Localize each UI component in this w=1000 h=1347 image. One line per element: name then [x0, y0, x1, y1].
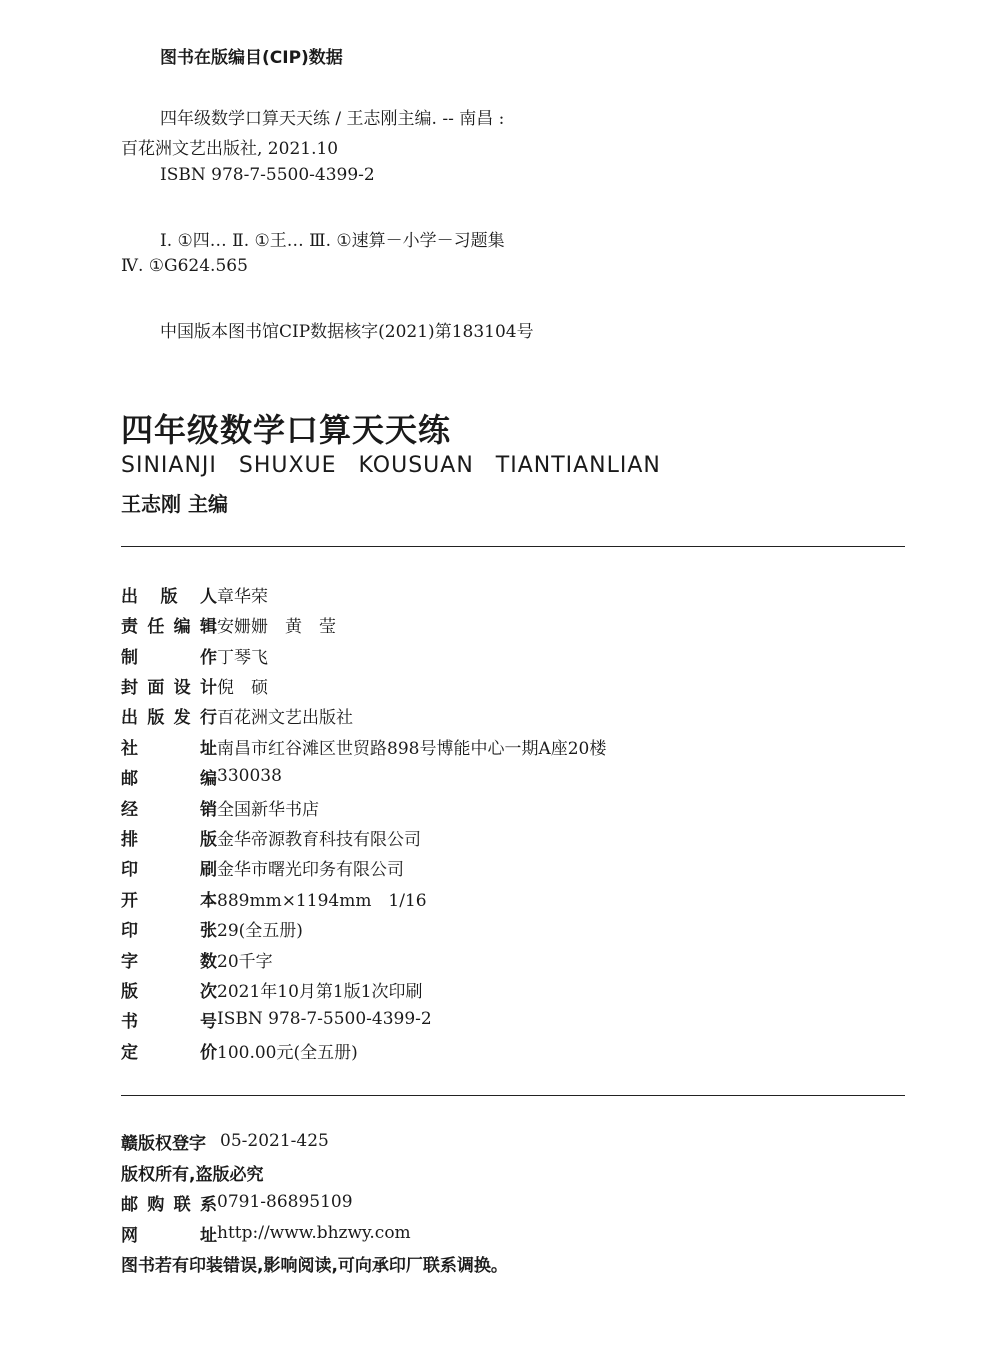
- detail-value: 章华荣: [217, 586, 268, 607]
- detail-label: 定价: [121, 1042, 217, 1063]
- detail-row-postcode: [121, 763, 282, 789]
- detail-label: 印张: [121, 920, 217, 941]
- exchange-notice: 图书若有印装错误,影响阅读,可向承印厂联系调换。: [121, 1255, 508, 1276]
- website-label: 网址: [121, 1225, 217, 1246]
- detail-label: 字数: [121, 951, 217, 972]
- detail-value: 全国新华书店: [217, 799, 319, 820]
- detail-label: 印刷: [121, 859, 217, 880]
- cip-line-classification: Ⅰ. ①四… Ⅱ. ①王… Ⅲ. ①速算－小学－习题集: [160, 231, 505, 251]
- detail-row-printing: [121, 854, 404, 880]
- detail-value: 倪 硕: [217, 677, 268, 698]
- copyright-notice: 版权所有,盗版必究: [121, 1164, 264, 1185]
- detail-label: 社址: [121, 738, 217, 759]
- detail-value: 安姗姗 黄 莹: [217, 616, 336, 637]
- detail-row-word-count: [121, 946, 273, 972]
- footer-registration: [121, 1129, 329, 1153]
- detail-label: 版次: [121, 981, 217, 1002]
- detail-value: 20千字: [217, 951, 273, 972]
- footer-mail-order: [121, 1190, 353, 1214]
- book-pinyin: SINIANJI SHUXUE KOUSUAN TIANTIANLIAN: [121, 453, 661, 478]
- detail-row-cover-design: [121, 672, 268, 698]
- mail-order-value: 0791-86895109: [217, 1192, 353, 1212]
- footer-copyright: [121, 1160, 263, 1184]
- detail-row-production: [121, 642, 268, 668]
- detail-row-price: [121, 1037, 358, 1063]
- detail-label: 制作: [121, 647, 217, 668]
- cip-line-isbn: ISBN 978-7-5500-4399-2: [160, 165, 375, 185]
- detail-value: 2021年10月第1版1次印刷: [217, 981, 423, 1002]
- detail-row-sheets: [121, 915, 303, 941]
- detail-row-isbn: [121, 1006, 432, 1032]
- detail-label: 责任编辑: [121, 616, 217, 637]
- detail-value: 丁琴飞: [217, 647, 268, 668]
- detail-value: 百花洲文艺出版社: [217, 707, 353, 728]
- detail-label: 出版发行: [121, 707, 217, 728]
- detail-row-editor-in-charge: [121, 611, 336, 637]
- divider-bottom: [121, 1095, 905, 1096]
- detail-value: 南昌市红谷滩区世贸路898号博能中心一期A座20楼: [217, 738, 607, 759]
- detail-label: 邮编: [121, 768, 217, 789]
- detail-row-sales: [121, 794, 319, 820]
- mail-order-label: 邮购联系: [121, 1194, 217, 1215]
- detail-row-edition: [121, 976, 423, 1002]
- book-title: 四年级数学口算天天练: [121, 411, 452, 449]
- cip-heading: 图书在版编目(CIP)数据: [160, 48, 343, 68]
- detail-value: ISBN 978-7-5500-4399-2: [217, 1009, 432, 1029]
- cip-line-title: 四年级数学口算天天练 / 王志刚主编. -- 南昌 :: [160, 109, 505, 129]
- detail-value: 金华帝源教育科技有限公司: [217, 829, 421, 850]
- footer-website: [121, 1221, 411, 1245]
- detail-row-typesetting: [121, 824, 421, 850]
- detail-value: 889mm×1194mm 1/16: [217, 890, 427, 911]
- registration-value: 05-2021-425: [220, 1131, 329, 1151]
- divider-top: [121, 546, 905, 547]
- registration-label: 赣版权登字: [121, 1133, 206, 1154]
- detail-value: 29(全五册): [217, 920, 303, 941]
- detail-label: 经销: [121, 799, 217, 820]
- detail-row-distribution: [121, 702, 353, 728]
- detail-label: 排版: [121, 829, 217, 850]
- footer-exchange-notice: [121, 1251, 508, 1275]
- book-editor: 王志刚 主编: [121, 492, 228, 516]
- detail-label: 开本: [121, 890, 217, 911]
- detail-label: 书号: [121, 1011, 217, 1032]
- detail-value: 330038: [217, 766, 282, 786]
- detail-row-address: [121, 733, 606, 759]
- detail-value: 100.00元(全五册): [217, 1042, 358, 1063]
- detail-row-publisher-person: [121, 581, 268, 607]
- cip-line-class-code: Ⅳ. ①G624.565: [121, 256, 248, 276]
- cip-line-record-number: 中国版本图书馆CIP数据核字(2021)第183104号: [160, 322, 534, 342]
- detail-row-format: [121, 885, 427, 911]
- detail-label: 出版人: [121, 586, 217, 607]
- website-link[interactable]: http://www.bhzwy.com: [217, 1223, 411, 1243]
- cip-line-publisher: 百花洲文艺出版社, 2021.10: [121, 139, 339, 159]
- detail-value: 金华市曙光印务有限公司: [217, 859, 404, 880]
- detail-label: 封面设计: [121, 677, 217, 698]
